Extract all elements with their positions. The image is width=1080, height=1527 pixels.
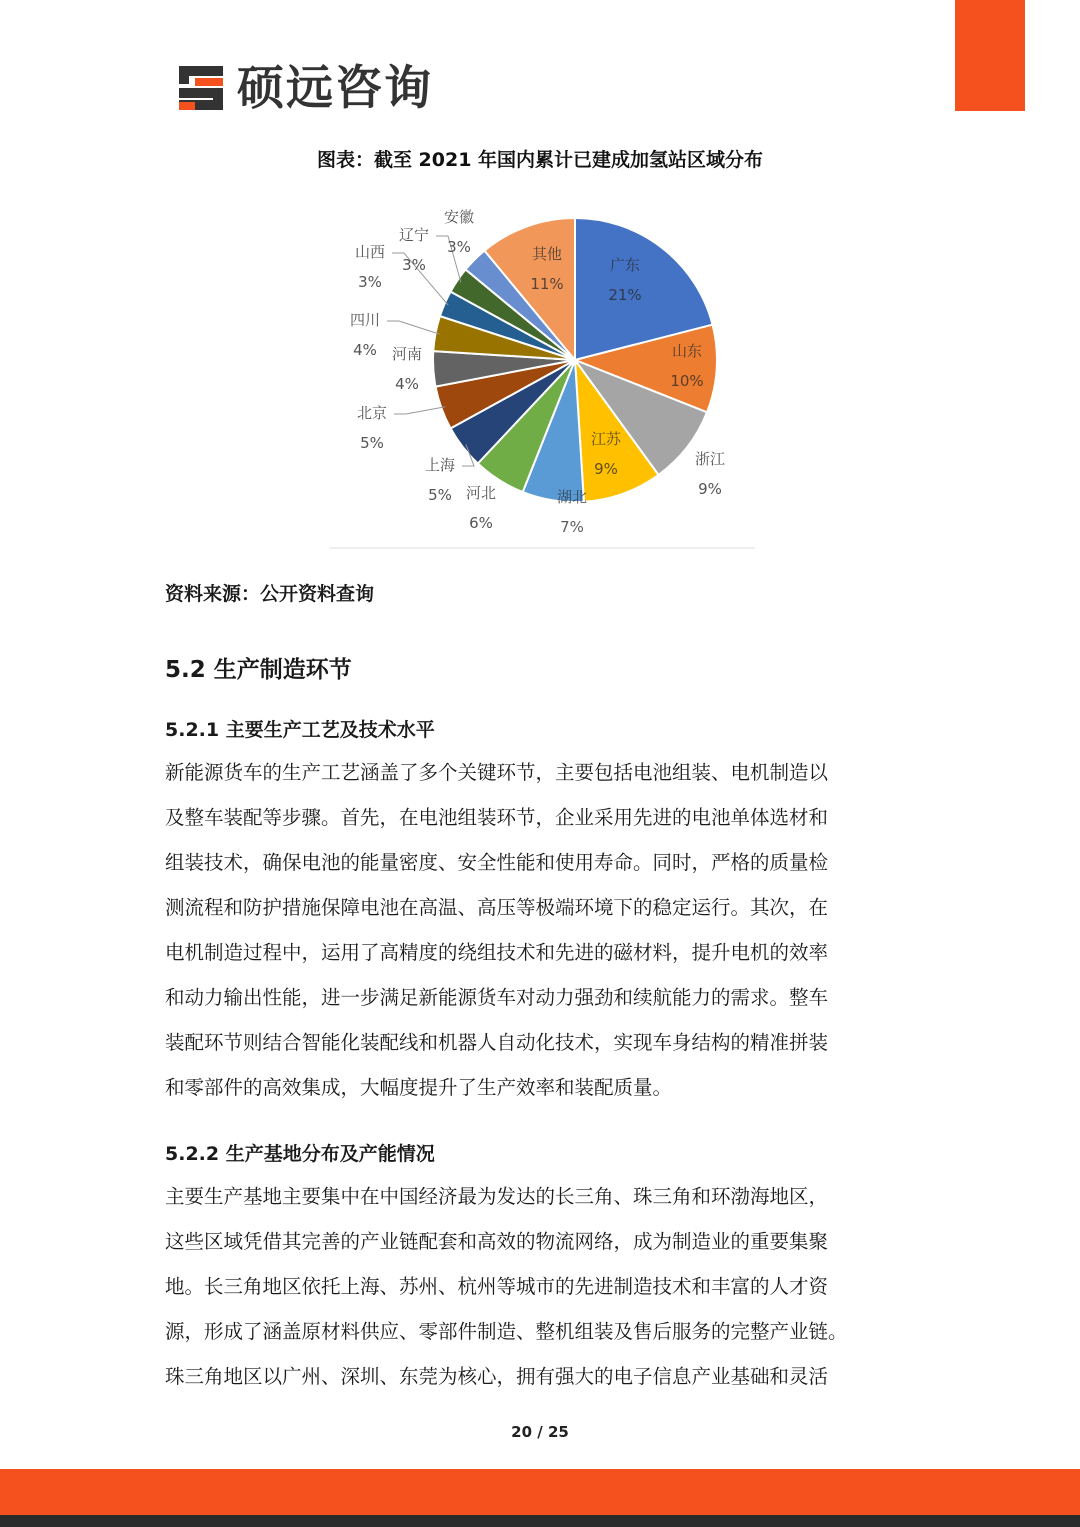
subsection-heading-1: 5.2.1 主要生产工艺及技术水平 bbox=[165, 719, 435, 741]
subsection-heading-2: 5.2.2 生产基地分布及产能情况 bbox=[165, 1143, 435, 1165]
chart-title: 图表：截至 2021 年国内累计已建成加氢站区域分布 bbox=[316, 149, 764, 171]
slice-percent-label: 3% bbox=[402, 256, 426, 274]
paragraph-line: 珠三角地区以广州、深圳、东莞为核心，拥有强大的电子信息产业基础和灵活 bbox=[165, 1365, 829, 1388]
paragraph-line: 主要生产基地主要集中在中国经济最为发达的长三角、珠三角和环渤海地区， bbox=[165, 1185, 829, 1208]
slice-label: 江苏 bbox=[590, 430, 622, 448]
paragraph-line: 装配环节则结合智能化装配线和机器人自动化技术，实现车身结构的精准拼装 bbox=[165, 1031, 829, 1054]
slice-label: 四川 bbox=[349, 311, 381, 329]
slice-percent-label: 3% bbox=[447, 238, 471, 256]
slice-percent-label: 3% bbox=[358, 273, 382, 291]
slice-label: 北京 bbox=[356, 404, 388, 422]
data-source-note: 资料来源：公开资料查询 bbox=[165, 583, 375, 605]
paragraph-line: 组装技术，确保电池的能量密度、安全性能和使用寿命。同时，严格的质量检 bbox=[165, 851, 829, 874]
paragraph-line: 测流程和防护措施保障电池在高温、高压等极端环境下的稳定运行。其次，在 bbox=[165, 896, 829, 919]
slice-percent-label: 5% bbox=[428, 486, 452, 504]
slice-label: 山东 bbox=[671, 342, 703, 360]
slice-label: 山西 bbox=[354, 243, 386, 261]
logo-mark-icon bbox=[175, 62, 227, 114]
company-logo bbox=[175, 58, 433, 118]
slice-label: 上海 bbox=[424, 456, 456, 474]
slice-label: 其他 bbox=[531, 245, 563, 263]
label-leader-line bbox=[394, 407, 445, 414]
slice-percent-label: 10% bbox=[670, 372, 704, 390]
slice-percent-label: 5% bbox=[360, 434, 384, 452]
section-heading: 5.2 生产制造环节 bbox=[165, 657, 352, 683]
paragraph-1 bbox=[165, 750, 925, 1110]
slice-label: 浙江 bbox=[694, 450, 726, 468]
logo-text: 硕远咨询 bbox=[237, 60, 433, 116]
pie-chart-svg bbox=[330, 195, 770, 555]
footer-bar bbox=[0, 1469, 1080, 1515]
paragraph-line: 地。长三角地区依托上海、苏州、杭州等城市的先进制造技术和丰富的人才资 bbox=[165, 1275, 829, 1298]
slice-percent-label: 4% bbox=[395, 375, 419, 393]
slice-percent-label: 9% bbox=[698, 480, 722, 498]
paragraph-line: 及整车装配等步骤。首先，在电池组装环节，企业采用先进的电池单体选材和 bbox=[165, 806, 829, 829]
slice-percent-label: 11% bbox=[530, 275, 564, 293]
page-number: 20 / 25 bbox=[511, 1423, 569, 1441]
slice-percent-label: 6% bbox=[469, 514, 493, 532]
slice-percent-label: 7% bbox=[560, 518, 584, 536]
slice-percent-label: 4% bbox=[353, 341, 377, 359]
slice-percent-label: 21% bbox=[608, 286, 642, 304]
pie-chart bbox=[330, 195, 770, 555]
paragraph-line: 这些区域凭借其完善的产业链配套和高效的物流网络，成为制造业的重要集聚 bbox=[165, 1230, 829, 1253]
label-leader-line bbox=[387, 321, 439, 334]
corner-accent-block bbox=[955, 0, 1025, 111]
paragraph-line: 源，形成了涵盖原材料供应、零部件制造、整机组装及售后服务的完整产业链。 bbox=[165, 1320, 848, 1343]
slice-label: 湖北 bbox=[556, 488, 588, 506]
footer-dark-strip bbox=[0, 1515, 1080, 1527]
slice-label: 河南 bbox=[391, 345, 423, 363]
paragraph-line: 新能源货车的生产工艺涵盖了多个关键环节，主要包括电池组装、电机制造以 bbox=[165, 761, 829, 784]
slice-percent-label: 9% bbox=[594, 460, 618, 478]
paragraph-2 bbox=[165, 1174, 925, 1399]
slice-label: 河北 bbox=[465, 484, 497, 502]
paragraph-line: 和动力输出性能，进一步满足新能源货车对动力强劲和续航能力的需求。整车 bbox=[165, 986, 829, 1009]
paragraph-line: 电机制造过程中，运用了高精度的绕组技术和先进的磁材料，提升电机的效率 bbox=[165, 941, 829, 964]
slice-label: 广东 bbox=[609, 256, 641, 274]
slice-label: 安徽 bbox=[443, 208, 475, 226]
paragraph-line: 和零部件的高效集成，大幅度提升了生产效率和装配质量。 bbox=[165, 1076, 673, 1099]
slice-label: 辽宁 bbox=[398, 226, 430, 244]
